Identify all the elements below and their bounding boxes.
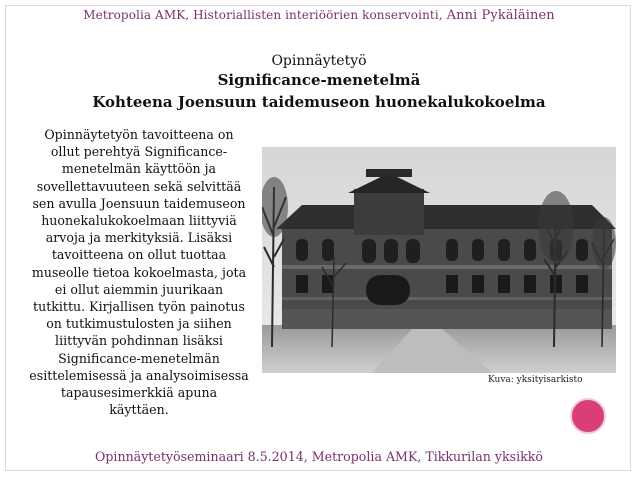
body-line: arvoja ja merkityksiä. Lisäksi — [45, 230, 233, 246]
body-line: ollut perehtyä Significance- — [50, 144, 228, 160]
body-line: huonekalukokoelmaan liittyviä — [41, 213, 237, 229]
footer: Opinnäytetyöseminaari 8.5.2014, Metropolia AMK, Tikkurilan yksikkö — [95, 449, 543, 464]
body-line: on tutkimustulosten ja siihen — [46, 316, 232, 332]
body-line: menetelmän käyttöön ja — [61, 161, 217, 177]
body-line: museolle tietoa kokoelmasta, jota — [31, 264, 247, 280]
body-line: ei ollut aiemmin juurikaan — [54, 281, 224, 297]
body-line: sovellettavuuteen sekä selvittää — [36, 178, 242, 194]
title-subject: Kohteena Joensuun taidemuseon huonekalukokoelma — [92, 93, 546, 111]
body-line: Opinnäytetyön tavoitteena on — [44, 127, 234, 142]
title-label: Opinnäytetyö — [271, 53, 367, 69]
title-block — [0, 52, 638, 113]
photo-caption: Kuva: yksityisarkisto — [488, 375, 583, 385]
body-text — [8, 126, 270, 418]
decorative-circle — [570, 398, 606, 434]
header-author: Anni Pykäläinen — [446, 8, 555, 23]
body-line: Significance-menetelmän — [58, 350, 220, 366]
title-method: Significance-menetelmä — [217, 71, 421, 89]
header-line — [0, 8, 638, 23]
body-line: sen avulla Joensuun taidemuseon — [32, 195, 246, 211]
header-institution: Metropolia AMK, Historiallisten interiöörien konservointi, — [83, 8, 443, 22]
museum-photo — [262, 147, 616, 373]
body-line: liittyvän pohdinnan lisäksi — [55, 333, 223, 349]
body-line: tutkittu. Kirjallisen työn painotus — [33, 299, 245, 315]
body-line: käyttäen. — [109, 402, 169, 418]
body-line: tavoitteena on ollut tuottaa — [51, 247, 227, 263]
body-line: tapausesimerkkiä apuna — [60, 385, 218, 401]
body-line: esittelemisessä ja analysoimisessa — [29, 367, 249, 383]
